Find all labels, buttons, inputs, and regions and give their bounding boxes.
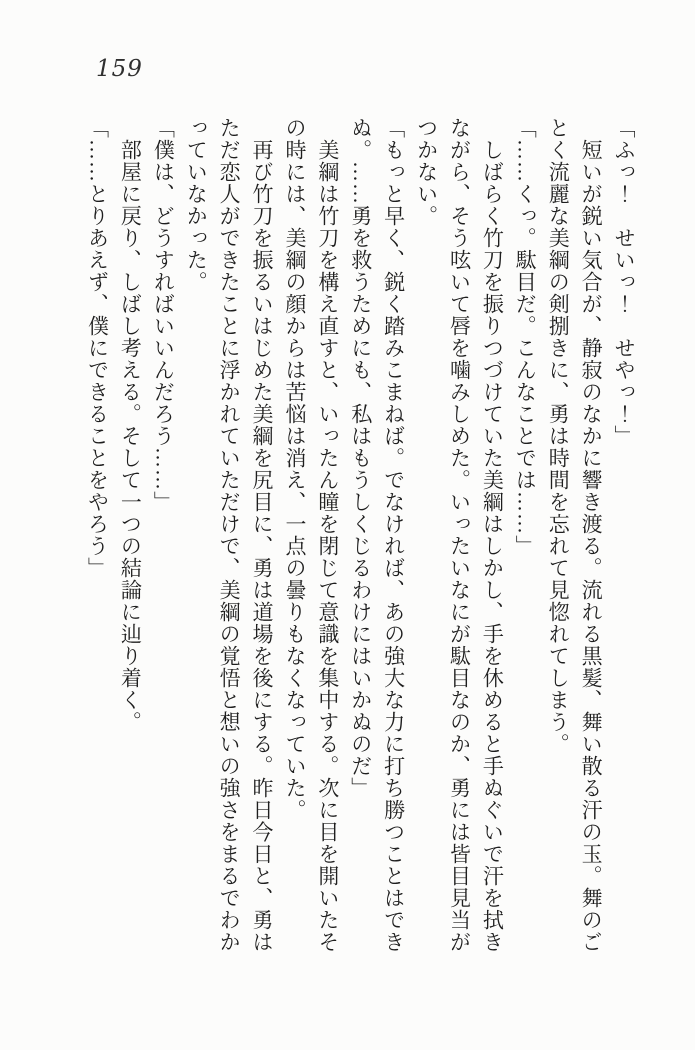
text-line: 再び竹刀を振るいはじめた美綱を尻目に、勇は道場を後にする。昨日今日と、勇は bbox=[250, 117, 275, 953]
text-line: ぬ。……勇を救うためにも、私はもうしくじるわけにはいかぬのだ」 bbox=[348, 117, 373, 799]
text-line: っていなかった。 bbox=[184, 117, 209, 293]
text-line: しばらく竹刀を振りつづけていた美綱はしかし、手を休めると手ぬぐいで汗を拭き bbox=[480, 117, 505, 953]
text-line: ただ恋人ができたことに浮かれていただけで、美綱の覚悟と想いの強さをまるでわか bbox=[217, 117, 242, 953]
page-number: 159 bbox=[96, 56, 143, 82]
text-line: 「……とりあえず、僕にできることをやろう」 bbox=[85, 117, 110, 579]
text-line: 「僕は、どうすればいいんだろう……」 bbox=[151, 117, 176, 513]
text-line: の時には、美綱の顔からは苦悩は消え、一点の曇りもなくなっていた。 bbox=[282, 117, 307, 821]
text-line: 「……くっ。駄目だ。こんなことでは……」 bbox=[513, 117, 538, 557]
text-line: 美綱は竹刀を構え直すと、いったん瞳を閉じて意識を集中する。次に目を開いたそ bbox=[315, 117, 340, 953]
text-line: 部屋に戻り、しばし考える。そして一つの結論に辿り着く。 bbox=[118, 117, 143, 733]
text-line: 「ふっ！ せいっ！ せやっ！」 bbox=[612, 117, 636, 447]
text-line: とく流麗な美綱の剣捌きに、勇は時間を忘れて見惚れてしまう。 bbox=[546, 117, 571, 755]
text-body bbox=[81, 117, 640, 1022]
text-line: つかない。 bbox=[414, 117, 439, 227]
text-line: 「もっと早く、鋭く踏みこまねば。でなければ、あの強大な力に打ち勝つことはでき bbox=[381, 117, 406, 953]
text-line: ながら、そう呟いて唇を噛みしめた。いったいなにが駄目なのか、勇には皆目見当が bbox=[447, 117, 472, 953]
text-line: 短いが鋭い気合が、静寂のなかに響き渡る。流れる黒髪、舞い散る汗の玉。舞のご bbox=[579, 117, 604, 953]
